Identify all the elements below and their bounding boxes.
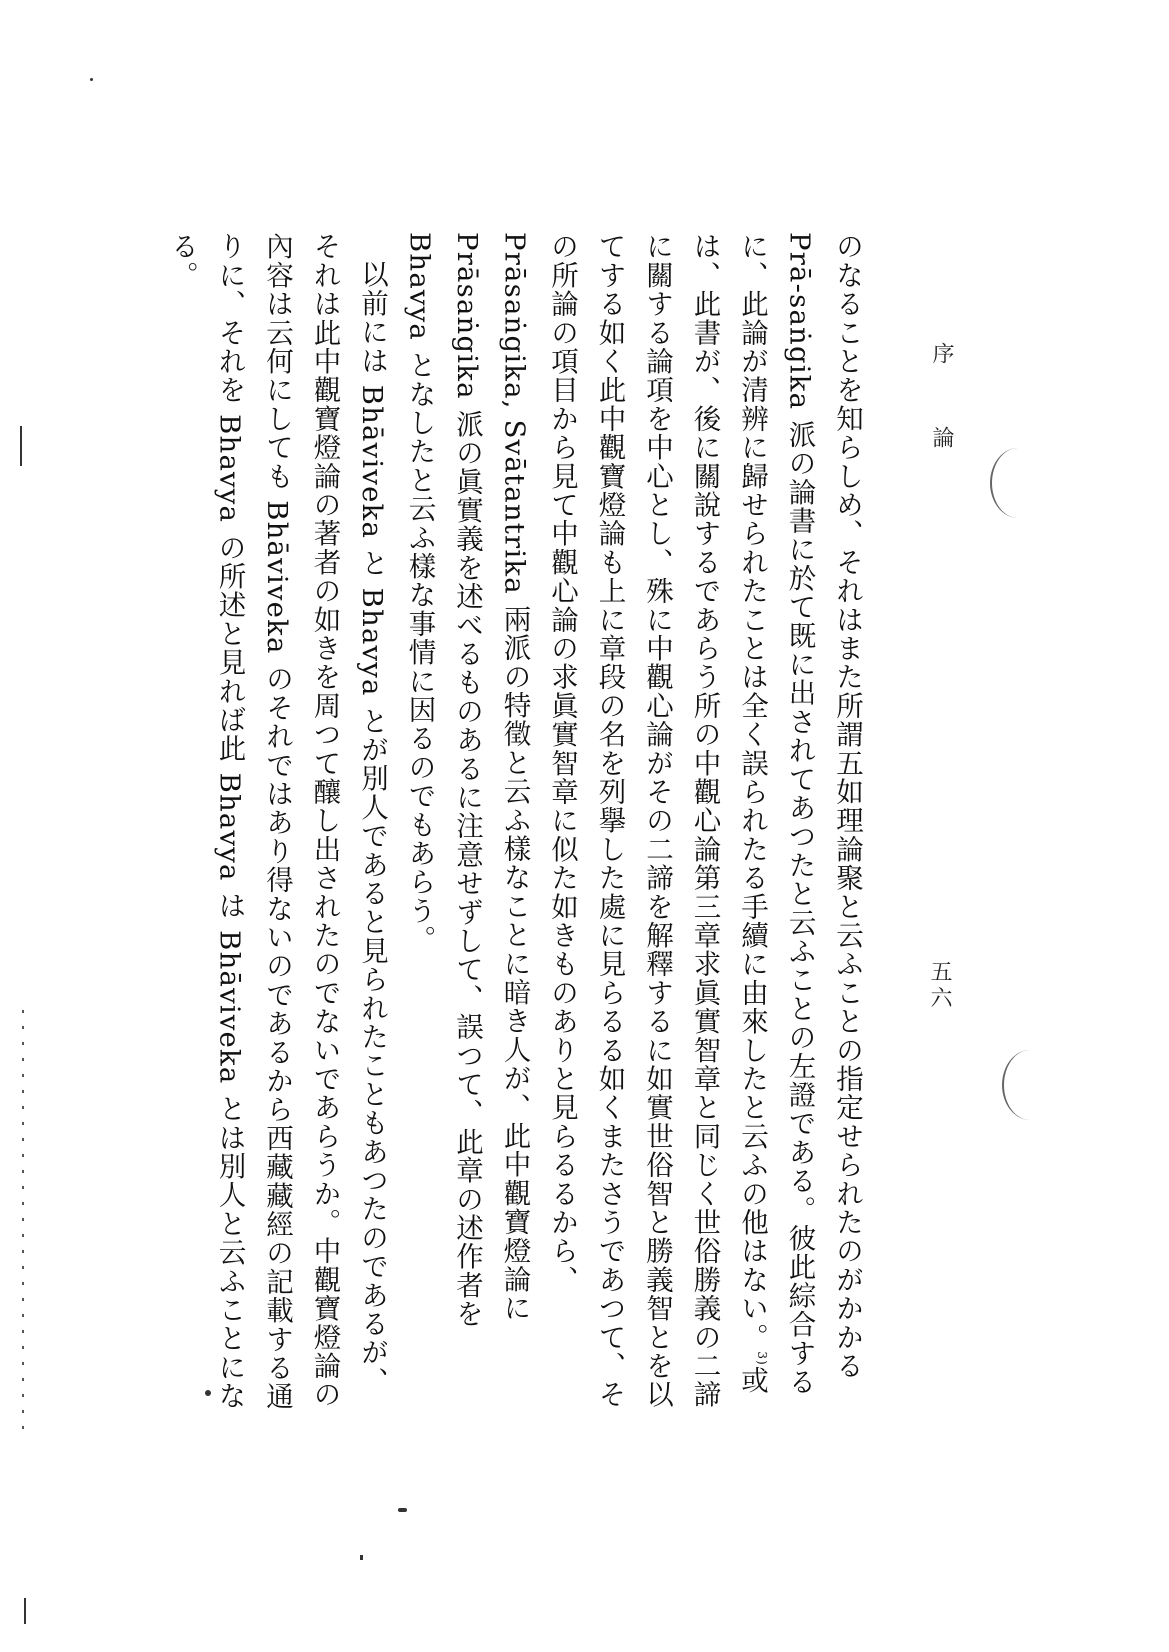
scan-speck <box>360 1555 363 1560</box>
scan-hole-mark-icon <box>1002 1050 1058 1120</box>
scan-line-mark <box>20 426 22 466</box>
paragraph-1 <box>395 232 870 1412</box>
paragraph-1-text: のなることを知らしめ、それはまた所謂五如理論聚と云ふことの指定せられたのがかかる Prā-saṅgika 派の論書に於て既に出されてあつたと云ふことの左證である。彼此綜合するに、此論が清辨に歸せられたことは全く誤られたる手續に由來したと云ふの他はない。 <box>736 232 863 1396</box>
footnote-reference: 3) <box>755 1351 770 1367</box>
paragraph-1-continuation: 或は、此書が、後に關說するであらう所の中觀心論第三章求眞實智章と同じく世俗勝義の二諦に關する論項を中心とし、殊に中觀心論がその二諦を解釋するに如實世俗智と勝義智とを以てする如く此中觀寶燈論も上に章段の名を列擧した處に見らるる如くまたさうであつて、その所論の項目から見て中觀心論の求眞實智章に似た如きものありと見らるるから、Prāsaṅgika, Svātantrika 兩派の特徵と云ふ樣なことに暗き人が、此中觀寶燈論に Prāsaṅgika 派の眞實義を述べるものあるに注意せずして、誤つて、此章の述作者を Bhavya となしたと云ふ樣な事情に因るのでもあらう。 <box>403 232 768 1409</box>
scan-speck <box>398 1508 407 1512</box>
scan-dot-trail <box>22 1010 24 1430</box>
paragraph-2 <box>158 232 395 1412</box>
scan-speck <box>90 78 93 81</box>
scan-hole-mark-icon <box>990 448 1046 518</box>
body-text <box>158 232 870 1412</box>
paragraph-2-text: 以前には Bhāviveka と Bhavya とが別人であると見られたこともあつたのであるが、それは此中觀寶燈論の著者の如きを周つて釀し出されたのでないであらうか。中觀寶燈論の內容は云何にしても Bhāviveka のそれではあり得ないのであるから西藏藏經の記載する通りに、それを Bhavya の所述と見れば此 Bhavya は Bhāviveka とは別人と云ふことになる。 <box>166 232 388 1411</box>
running-head: 序論 <box>929 342 954 510</box>
scan-line-mark <box>24 1598 26 1624</box>
page-number: 五六 <box>927 960 952 1012</box>
scan-speck <box>205 1390 211 1396</box>
